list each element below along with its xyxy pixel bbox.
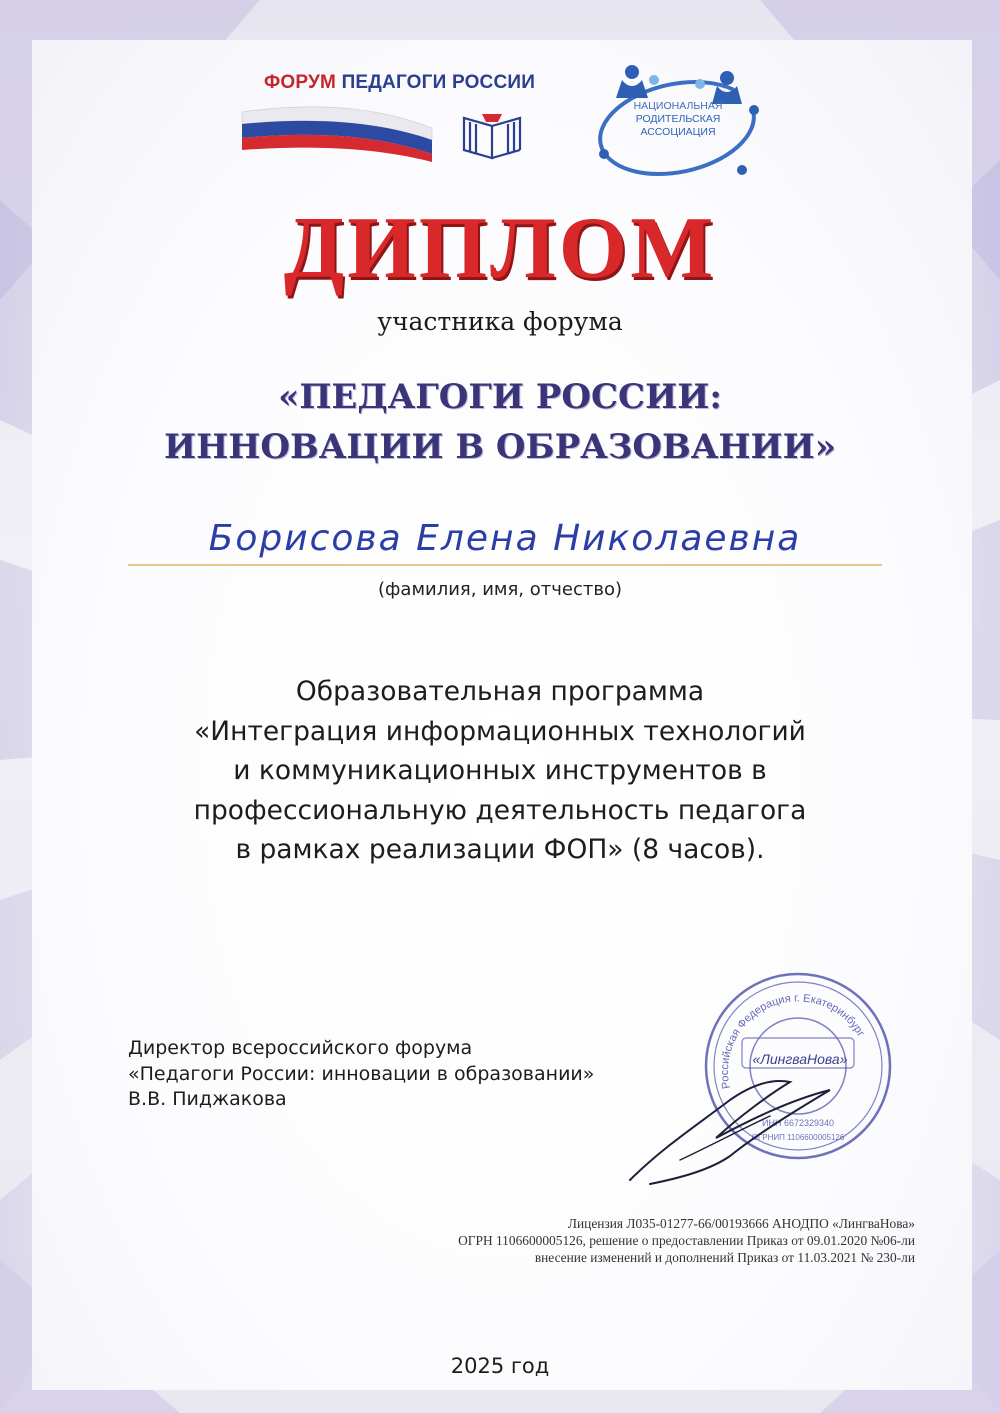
forum-logo-text: ФОРУМ ПЕДАГОГИ РОССИИ xyxy=(264,72,536,93)
license-line: Лицензия Л035-01277-66/00193666 АНОДПО «ЛингваНова» xyxy=(567,1216,915,1231)
program-line: Образовательная программа xyxy=(295,676,705,707)
license-info xyxy=(300,1215,915,1266)
license-line: ОГРН 1106600005126, решение о предоставлении Приказ от 09.01.2020 №06-ли xyxy=(458,1233,915,1248)
program-line: и коммуникационных инструментов в xyxy=(233,755,767,786)
association-logo-text xyxy=(598,100,758,139)
forum-name-line: ИННОВАЦИИ В ОБРАЗОВАНИИ» xyxy=(163,427,837,467)
stamp-ring-text: Российская Федерация г. Екатеринбург xyxy=(718,992,867,1090)
stamp-center-text: «ЛингваНова» xyxy=(752,1051,848,1067)
signatory-line: Директор всероссийского форума xyxy=(128,1037,473,1059)
diploma-title: ДИПЛОМ xyxy=(283,200,717,297)
association-line: АССОЦИАЦИЯ xyxy=(640,126,716,138)
signatory-line: «Педагоги России: инновации в образовании» xyxy=(128,1062,595,1085)
signatory-line: В.В. Пиджакова xyxy=(128,1088,287,1110)
association-line: РОДИТЕЛЬСКАЯ xyxy=(635,113,721,125)
diploma-subtitle: участника форума xyxy=(377,307,623,336)
stamp-inn: ИНН 6672329340 xyxy=(761,1118,835,1128)
program-line: в рамках реализации ФОП» (8 часов). xyxy=(235,834,765,865)
program-description xyxy=(100,672,900,870)
stamp-ogrn: ОГРНИП 1106600005126 xyxy=(751,1133,845,1142)
forum-name-line: «ПЕДАГОГИ РОССИИ: xyxy=(278,377,722,417)
recipient-name: Борисова Елена Николаевна xyxy=(208,518,802,559)
issue-year: 2025 год xyxy=(450,1354,550,1378)
program-line: «Интеграция информационных технологий xyxy=(194,715,806,747)
name-underline xyxy=(128,564,882,566)
forum-name xyxy=(0,372,1000,472)
recipient-hint: (фамилия, имя, отчество) xyxy=(378,579,622,600)
handwritten-signature xyxy=(620,1060,850,1190)
program-line: профессиональную деятельность педагога xyxy=(193,794,807,826)
association-line: НАЦИОНАЛЬНАЯ xyxy=(633,100,723,112)
license-line: внесение изменений и дополнений Приказ от 11.03.2021 № 230-ли xyxy=(534,1250,915,1265)
